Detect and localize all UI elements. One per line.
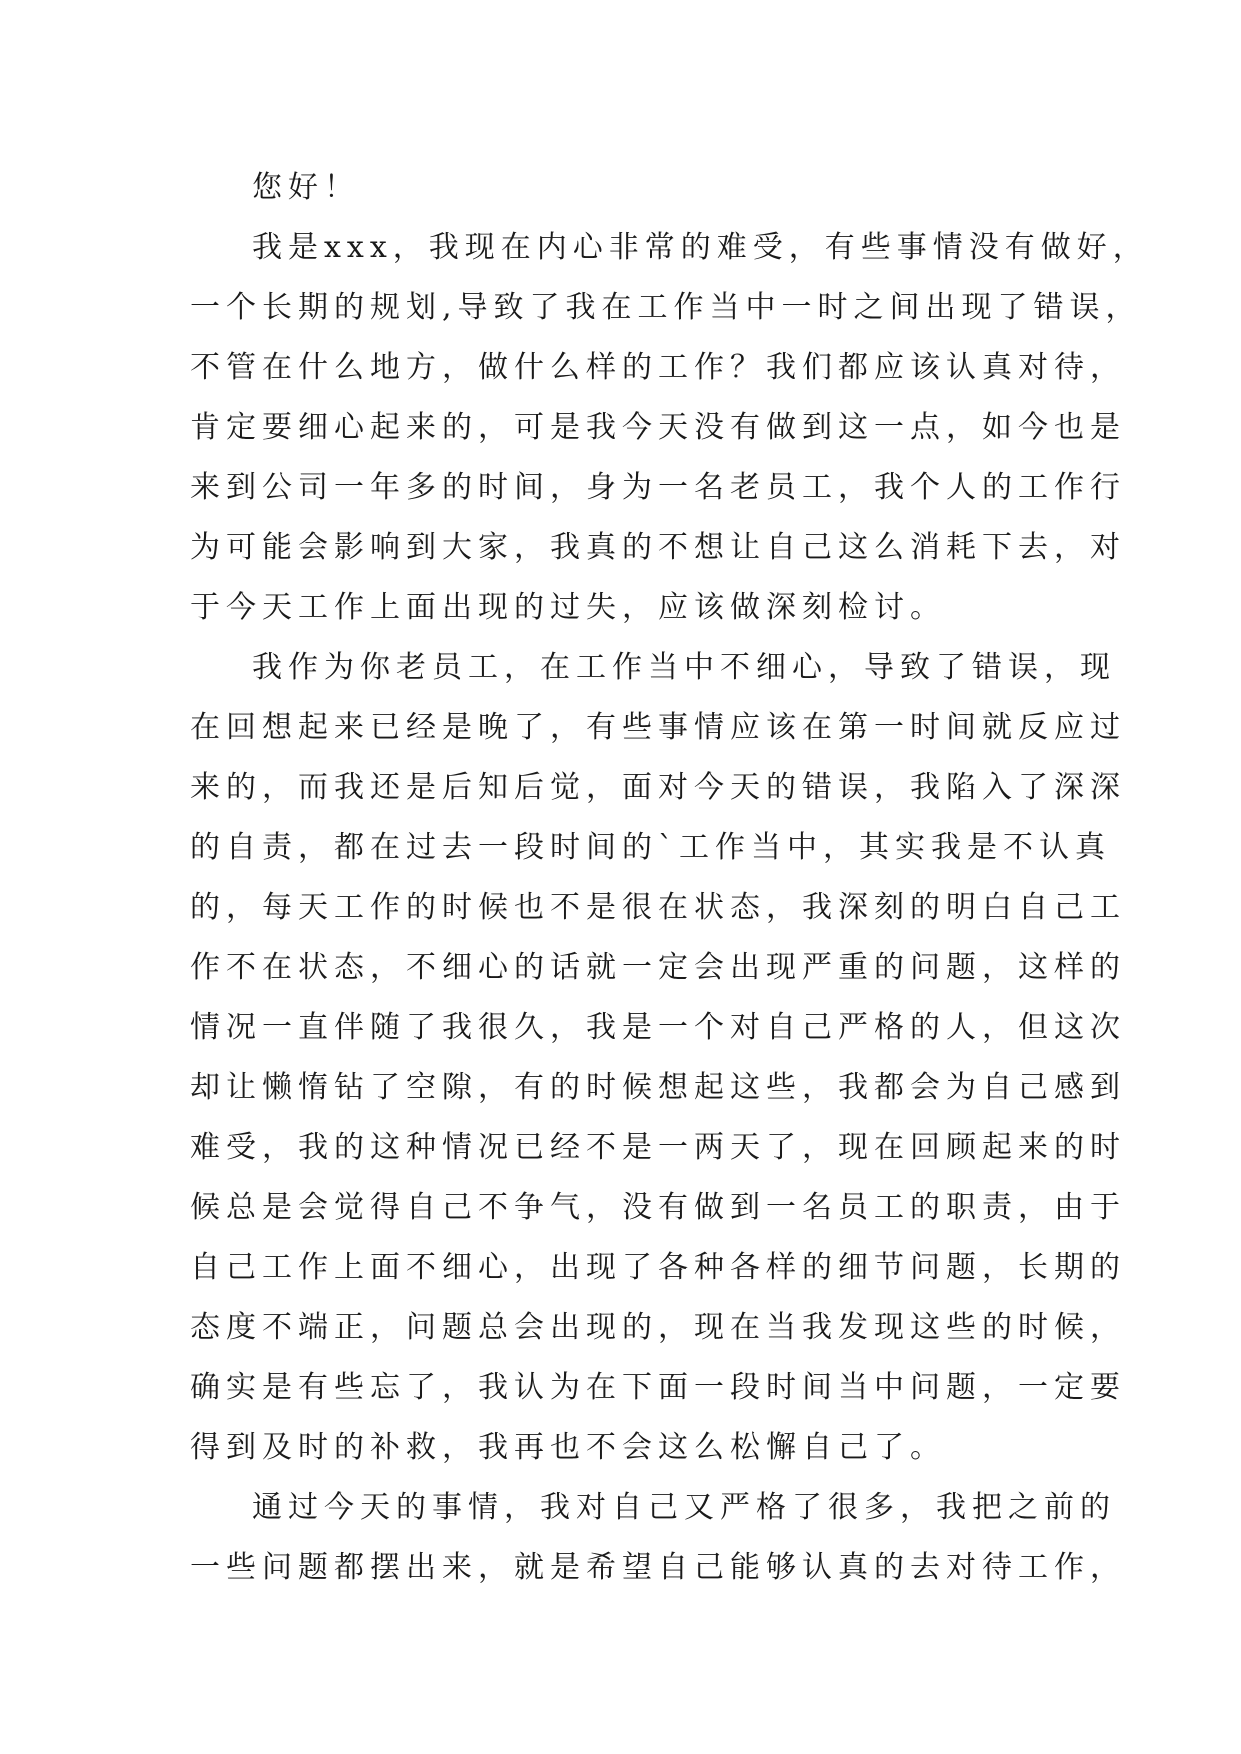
text-line: 于今天工作上面出现的过失，应该做深刻检讨。 <box>190 590 946 625</box>
text-line: 自己工作上面不细心，出现了各种各样的细节问题，长期的 <box>190 1250 1126 1285</box>
letter-body <box>190 158 1149 1598</box>
text-line: 为可能会影响到大家，我真的不想让自己这么消耗下去，对 <box>190 530 1126 565</box>
text-line: 确实是有些忘了，我认为在下面一段时间当中问题，一定要 <box>190 1370 1126 1405</box>
text-line: 难受，我的这种情况已经不是一两天了，现在回顾起来的时 <box>190 1130 1126 1165</box>
text-line: 我是xxx，我现在内心非常的难受，有些事情没有做好， <box>252 230 1149 265</box>
text-line: 不管在什么地方，做什么样的工作？我们都应该认真对待， <box>190 350 1126 385</box>
text-line: 一个长期的规划,导致了我在工作当中一时之间出现了错误， <box>190 290 1142 325</box>
text-line: 作不在状态，不细心的话就一定会出现严重的问题，这样的 <box>190 950 1126 985</box>
text-line: 一些问题都摆出来，就是希望自己能够认真的去对待工作， <box>190 1550 1126 1585</box>
text-line: 我作为你老员工，在工作当中不细心，导致了错误，现 <box>252 650 1116 685</box>
text-line: 来的，而我还是后知后觉，面对今天的错误，我陷入了深深 <box>190 770 1126 805</box>
text-line: 在回想起来已经是晚了，有些事情应该在第一时间就反应过 <box>190 710 1126 745</box>
text-line: 态度不端正，问题总会出现的，现在当我发现这些的时候， <box>190 1310 1126 1345</box>
text-line: 却让懒惰钻了空隙，有的时候想起这些，我都会为自己感到 <box>190 1070 1126 1105</box>
text-line: 的自责，都在过去一段时间的`工作当中，其实我是不认真 <box>190 830 1111 865</box>
text-line: 得到及时的补救，我再也不会这么松懈自己了。 <box>190 1430 946 1465</box>
text-line: 通过今天的事情，我对自己又严格了很多，我把之前的 <box>252 1490 1116 1525</box>
text-line: 情况一直伴随了我很久，我是一个对自己严格的人，但这次 <box>190 1010 1126 1045</box>
text-line: 的，每天工作的时候也不是很在状态，我深刻的明白自己工 <box>190 890 1126 925</box>
greeting-line: 您好！ <box>252 170 360 205</box>
text-line: 来到公司一年多的时间，身为一名老员工，我个人的工作行 <box>190 470 1126 505</box>
text-line: 肯定要细心起来的，可是我今天没有做到这一点，如今也是 <box>190 410 1126 445</box>
text-line: 候总是会觉得自己不争气，没有做到一名员工的职责，由于 <box>190 1190 1126 1225</box>
